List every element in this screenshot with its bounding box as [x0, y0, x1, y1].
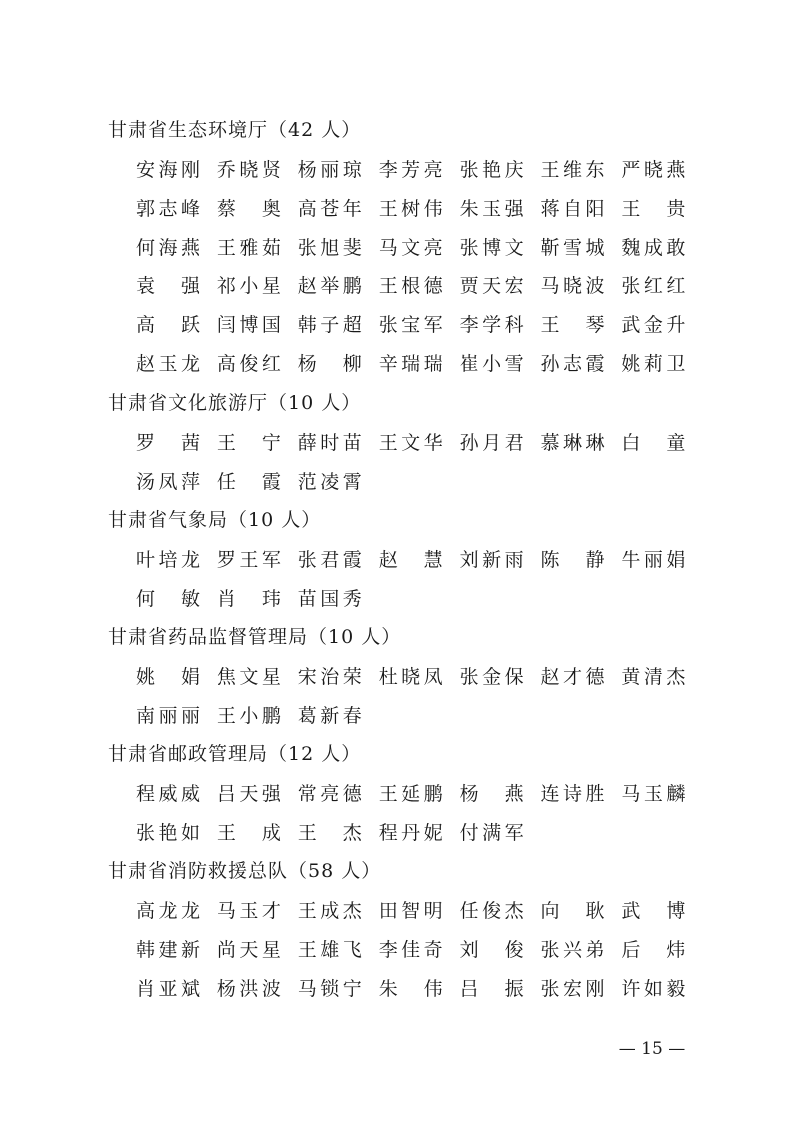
person-name: 马锁宁 — [297, 977, 362, 1000]
person-name: 田智明 — [378, 900, 443, 922]
person-name: 李芳亮 — [378, 159, 443, 181]
person-name: 朱玉强 — [459, 197, 524, 220]
person-name: 刘新雨 — [459, 549, 524, 571]
person-name: 马玉才 — [216, 900, 281, 922]
person-name: 王雄飞 — [297, 938, 362, 961]
person-name: 张兴弟 — [540, 938, 605, 961]
person-name: 王根德 — [378, 275, 443, 298]
section-heading: 甘肃省邮政管理局（12 人） — [108, 743, 362, 765]
person-name: 张宝军 — [378, 314, 443, 337]
person-name: 肖亚斌 — [136, 977, 200, 1000]
person-name: 崔小雪 — [459, 353, 524, 375]
person-name: 王 贵 — [621, 197, 686, 220]
person-name: 连诗胜 — [540, 783, 605, 805]
person-name: 王 杰 — [297, 821, 362, 844]
section-heading: 甘肃省药品监督管理局（10 人） — [108, 626, 402, 648]
person-name: 宋治荣 — [297, 666, 362, 688]
section-heading: 甘肃省生态环境厅（42 人） — [108, 119, 362, 141]
person-name: 严晓燕 — [621, 159, 686, 181]
person-name: 武金升 — [621, 314, 686, 337]
person-name: 张艳如 — [136, 821, 200, 844]
person-name: 肖 玮 — [216, 587, 281, 610]
person-name: 孙月君 — [459, 432, 524, 454]
person-name: 王 琴 — [540, 314, 605, 337]
person-name: 靳雪城 — [540, 236, 605, 259]
person-name: 张旭斐 — [297, 236, 362, 259]
person-name: 张宏刚 — [540, 977, 605, 1000]
person-name: 杨丽琼 — [297, 159, 362, 181]
person-name: 李佳奇 — [378, 938, 443, 961]
person-name: 杜晓凤 — [378, 666, 443, 688]
person-name: 罗 茜 — [136, 432, 200, 454]
person-name: 王成杰 — [297, 900, 362, 922]
person-name: 杨洪波 — [216, 977, 281, 1000]
person-name: 常亮德 — [297, 783, 362, 805]
section-heading: 甘肃省气象局（10 人） — [108, 509, 322, 531]
person-name: 白 童 — [621, 432, 686, 454]
person-name: 高 跃 — [136, 314, 200, 337]
person-name: 汤凤萍 — [136, 470, 200, 493]
person-name: 孙志霞 — [540, 353, 605, 375]
person-name: 马文亮 — [378, 236, 443, 259]
person-name: 苗国秀 — [297, 587, 362, 610]
person-name: 王文华 — [378, 432, 443, 454]
person-name: 罗王军 — [216, 549, 281, 571]
person-name: 张博文 — [459, 236, 524, 259]
person-name: 赵玉龙 — [136, 353, 200, 375]
person-name: 王维东 — [540, 159, 605, 181]
person-name: 蒋自阳 — [540, 197, 605, 220]
person-name: 高龙龙 — [136, 900, 200, 922]
person-name: 高俊红 — [216, 353, 281, 375]
person-name: 韩子超 — [297, 314, 362, 337]
person-name: 贾天宏 — [459, 275, 524, 298]
person-name: 王 成 — [216, 821, 281, 844]
person-name: 吕天强 — [216, 783, 281, 805]
person-name: 王延鹏 — [378, 783, 443, 805]
person-name: 杨 柳 — [297, 353, 362, 375]
page-number: — 15 — — [618, 1039, 686, 1059]
person-name: 乔晓贤 — [216, 159, 281, 181]
person-name: 韩建新 — [136, 938, 200, 961]
person-name: 后 炜 — [621, 938, 686, 961]
person-name: 祁小星 — [216, 275, 281, 298]
person-name: 辛瑞瑞 — [378, 353, 443, 375]
person-name: 焦文星 — [216, 666, 281, 688]
person-name: 任俊杰 — [459, 900, 524, 922]
person-name: 程威威 — [136, 783, 200, 805]
person-name: 何海燕 — [136, 236, 200, 259]
section-heading: 甘肃省文化旅游厅（10 人） — [108, 392, 362, 414]
person-name: 程丹妮 — [378, 821, 443, 844]
section-heading: 甘肃省消防救援总队（58 人） — [108, 860, 382, 882]
person-name: 王 宁 — [216, 432, 281, 454]
person-name: 张红红 — [621, 275, 686, 298]
person-name: 高苍年 — [297, 197, 362, 220]
person-name: 安海刚 — [136, 159, 200, 181]
person-name: 张君霞 — [297, 549, 362, 571]
person-name: 付满军 — [459, 821, 524, 844]
person-name: 任 霞 — [216, 470, 281, 493]
person-name: 何 敏 — [136, 587, 200, 610]
person-name: 魏成敢 — [621, 236, 686, 259]
person-name: 尚天星 — [216, 938, 281, 961]
person-name: 马晓波 — [540, 275, 605, 298]
person-name: 姚 娟 — [136, 666, 200, 688]
person-name: 陈 静 — [540, 549, 605, 571]
person-name: 闫博国 — [216, 314, 281, 337]
person-name: 郭志峰 — [136, 197, 200, 220]
person-name: 王小鹏 — [216, 704, 281, 727]
person-name: 吕 振 — [459, 977, 524, 1000]
person-name: 牛丽娟 — [621, 549, 686, 571]
person-name: 叶培龙 — [136, 549, 200, 571]
person-name: 李学科 — [459, 314, 524, 337]
person-name: 张金保 — [459, 666, 524, 688]
person-name: 王树伟 — [378, 197, 443, 220]
person-name: 赵 慧 — [378, 549, 443, 571]
person-name: 袁 强 — [136, 275, 200, 298]
person-name: 张艳庆 — [459, 159, 524, 181]
person-name: 慕琳琳 — [540, 432, 605, 454]
person-name: 薛时苗 — [297, 432, 362, 454]
person-name: 赵举鹏 — [297, 275, 362, 298]
person-name: 杨 燕 — [459, 783, 524, 805]
person-name: 许如毅 — [621, 977, 686, 1000]
person-name: 马玉麟 — [621, 783, 686, 805]
person-name: 葛新春 — [297, 704, 362, 727]
person-name: 王雅茹 — [216, 236, 281, 259]
person-name: 范凌霄 — [297, 470, 362, 493]
person-name: 赵才德 — [540, 666, 605, 688]
person-name: 南丽丽 — [136, 704, 200, 727]
person-name: 黄清杰 — [621, 666, 686, 688]
person-name: 武 博 — [621, 900, 686, 922]
person-name: 朱 伟 — [378, 977, 443, 1000]
person-name: 刘 俊 — [459, 938, 524, 961]
person-name: 姚莉卫 — [621, 353, 686, 375]
person-name: 向 耿 — [540, 900, 605, 922]
person-name: 蔡 奥 — [216, 197, 281, 220]
